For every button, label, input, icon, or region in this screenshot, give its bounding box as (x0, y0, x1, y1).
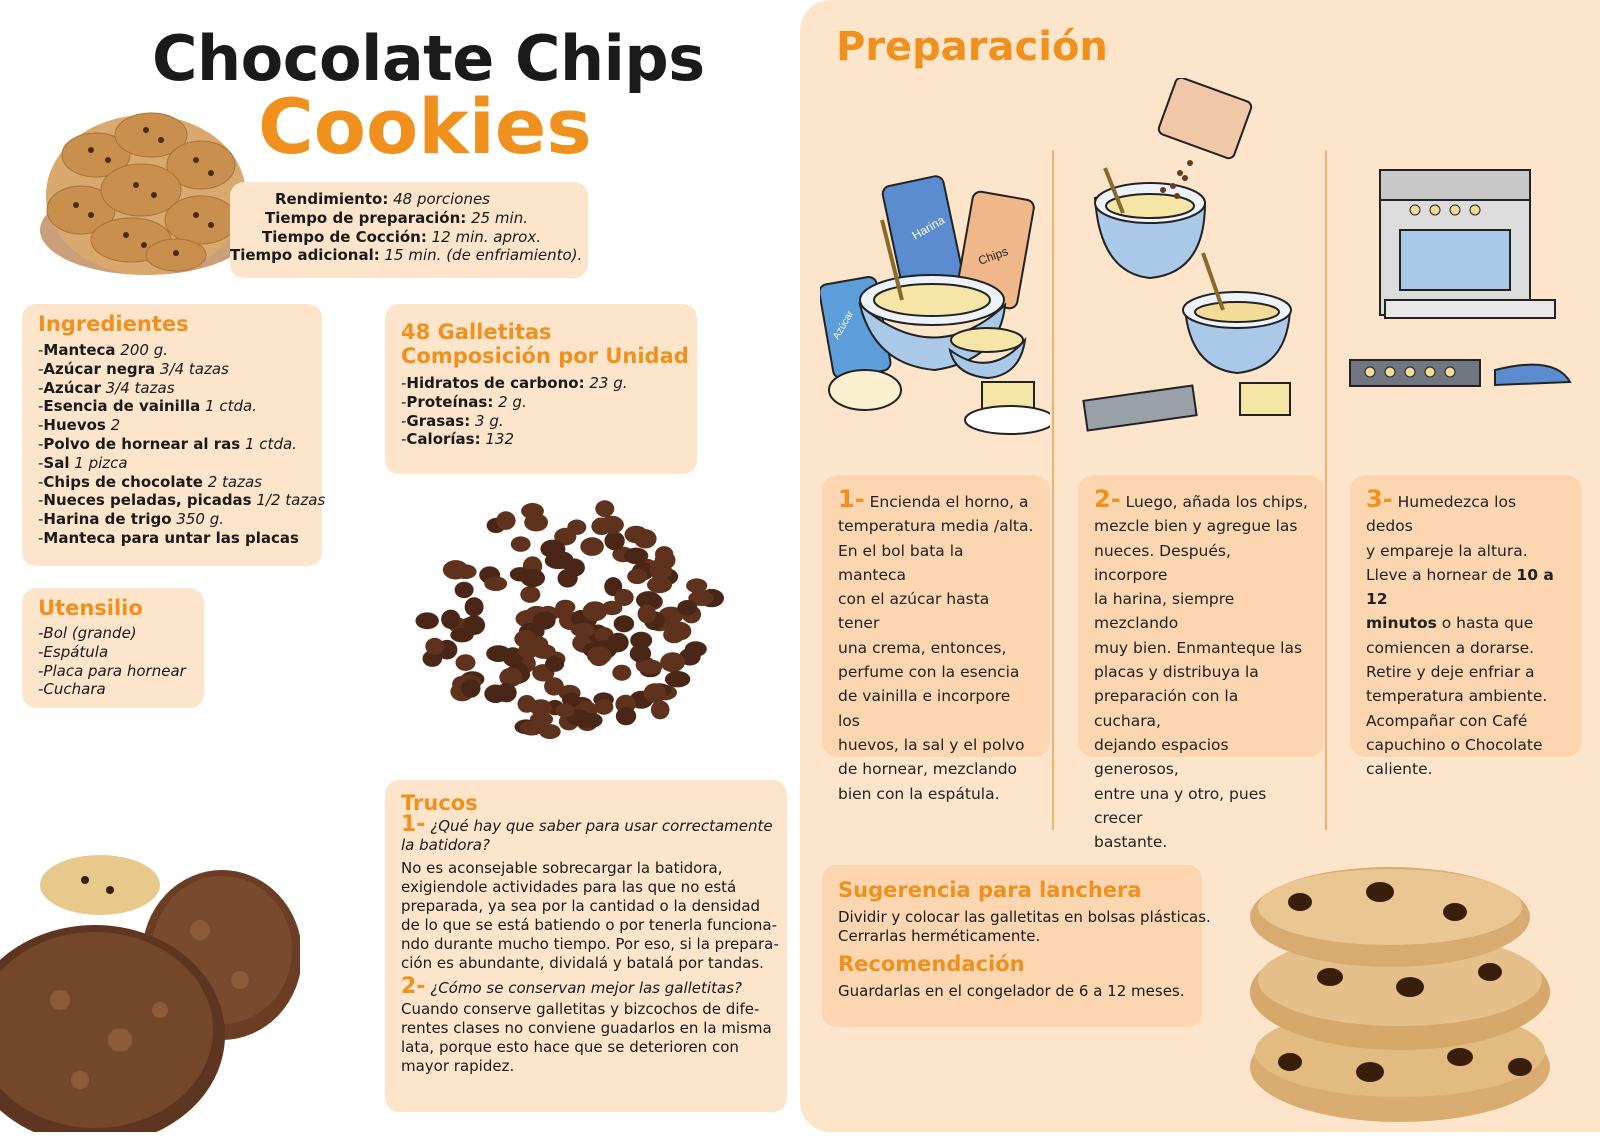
ingredientes-section (38, 312, 325, 548)
chocolate-chip (614, 615, 635, 632)
chocolate-chip (612, 665, 631, 681)
mixing-bowl-illustration (820, 160, 1050, 450)
chocolate-chip (660, 652, 685, 672)
oven-illustration (1345, 160, 1585, 410)
chocolate-chip (554, 604, 572, 619)
chocolate-chip (663, 626, 685, 643)
stacked-cookies-image (1240, 862, 1570, 1124)
chocolate-chip (461, 679, 480, 698)
chocolate-chip (465, 597, 484, 616)
azucar-label: Azúcar (831, 309, 857, 342)
chocolate-chip (555, 703, 574, 717)
step-1 (822, 475, 1050, 803)
chocolate-chip (545, 656, 564, 672)
ingrediente-item: -Polvo de hornear al ras 1 ctda. (38, 434, 297, 453)
trucos-a1-line: de lo que se está batiendo o por tenerla funciona- (401, 916, 778, 934)
chocolate-chip (644, 683, 667, 703)
chocolate-chip (685, 641, 707, 656)
chocolate-chip (484, 576, 507, 591)
preparacion-heading: Preparación (836, 24, 1108, 70)
chocolate-chip (580, 537, 604, 556)
trucos-q2: 2- ¿Cómo se conservan mejor las galletitas? (401, 974, 742, 999)
chocolate-chip (524, 513, 548, 531)
composicion-section (401, 320, 689, 449)
sugerencia-line: Dividir y colocar las galletitas en bolsas plásticas. (838, 908, 1211, 926)
info-tiempo-coccion: Tiempo de Cocción: 12 min. aprox. (262, 227, 541, 246)
ingrediente-item: -Manteca para untar las placas (38, 528, 299, 547)
chocolate-chip (614, 589, 633, 606)
step-2 (1078, 475, 1324, 852)
chocolate-chip (625, 526, 648, 544)
chocolate-chip (600, 516, 624, 534)
list-item: -Bol (grande) (38, 624, 137, 642)
harina-label: Harina (909, 212, 948, 243)
chocolate-chip (545, 552, 571, 569)
chocolate-chip (677, 600, 697, 615)
list-item: -Placa para hornear (38, 661, 186, 680)
trucos-q1: 1- ¿Qué hay que saber para usar correctamente (401, 812, 773, 837)
utensilio-section (38, 596, 186, 699)
chocolate-chip (443, 560, 469, 579)
sugerencia-section (838, 878, 1211, 1000)
info-tiempo-preparacion: Tiempo de preparación: 25 min. (265, 208, 528, 227)
divider-2 (1325, 150, 1327, 830)
chocolate-chip (651, 700, 670, 719)
chocolate-chip (425, 638, 444, 655)
composicion-item: -Hidratos de carbono: 23 g. (401, 374, 628, 392)
ingrediente-item: -Harina de trigo 350 g. (38, 510, 225, 529)
composicion-heading2: Composición por Unidad (401, 344, 689, 368)
trucos-a2-line: lata, porque esto hace que se deterioren con (401, 1038, 739, 1056)
step-3-text: 3- Humedezca los dedos y empareje la altura. Lleve a hornear de 10 a 12 minutos o hasta que comiencen a dorarse. Retire y deje enfriar a temperatura ambiente. Acompañar con Café capuchino o Chocolate caliente. (1366, 485, 1554, 779)
chocolate-chip (630, 632, 652, 649)
composicion-item: -Grasas: 3 g. (401, 411, 504, 430)
chocolate-chip (455, 582, 474, 598)
ingrediente-item: -Nueces peladas, picadas 1/2 tazas (38, 491, 326, 510)
chocolate-chip (595, 500, 614, 517)
ingrediente-item: -Sal 1 pizca (38, 453, 128, 472)
trucos-a1-line: ndo durante mucho tiempo. Por eso, si la prepara- (401, 935, 779, 953)
list-item: -Espátula (38, 642, 109, 661)
info-rendimiento: Rendimiento: 48 porciones (274, 190, 490, 208)
trucos-a1-line: preparada, ya sea por la cantidad o la densidad (401, 897, 761, 915)
ingrediente-item: -Huevos 2 (38, 416, 121, 435)
chocolate-chip (514, 630, 537, 648)
chocolate-chip (456, 654, 476, 671)
step-1-text: 1- Encienda el horno, a temperatura media /alta. En el bol bata la manteca con el azúcar hasta tener una crema, entonces, perfume con la esencia de vainilla e incorpore los huevos, la sal y el polvo de hornear, mezclando bien con la espátula. (838, 485, 1034, 803)
chocolate-chip (521, 569, 545, 587)
chocolate-chip (539, 724, 561, 739)
chocolate-chip (463, 615, 485, 635)
trucos-q1-cont: la batidora? (401, 836, 490, 854)
trucos-a1-line: No es aconsejable sobrecargar la batidora, (401, 859, 723, 877)
info-tiempo-adicional: Tiempo adicional: 15 min. (de enfriamiento). (230, 246, 583, 265)
list-item: -Cuchara (38, 680, 106, 699)
chocolate-chip (639, 660, 663, 674)
chocolate-chip (650, 561, 672, 580)
chocolate-chips-image (385, 480, 745, 770)
sugerencia-line: Cerrarlas herméticamente. (838, 926, 1041, 945)
divider-1 (1052, 150, 1054, 830)
chocolate-chip (616, 707, 636, 725)
pouring-chips-illustration (1075, 78, 1325, 448)
chocolate-chip (511, 536, 531, 551)
chocolate-chip (441, 610, 460, 629)
ingrediente-item: -Azúcar negra 3/4 tazas (38, 359, 229, 378)
title-line1: Chocolate Chips (152, 22, 705, 95)
chocolate-chip (496, 511, 515, 530)
chocolate-chip (520, 586, 540, 603)
chocolate-chip (638, 605, 656, 624)
trucos-a2-line: mayor rapidez. (401, 1057, 515, 1075)
composicion-heading1: 48 Galletitas (401, 320, 552, 344)
utensilio-heading: Utensilio (38, 596, 143, 620)
sugerencia-heading: Sugerencia para lanchera (838, 878, 1142, 902)
recomendacion-text: Guardarlas en el congelador de 6 a 12 meses. (838, 981, 1185, 1000)
ingrediente-item: -Esencia de vainilla 1 ctda. (38, 397, 257, 416)
double-chocolate-cookies-image (0, 830, 300, 1132)
chocolate-chip (530, 699, 552, 716)
chocolate-chip (604, 532, 624, 551)
trucos-section (401, 791, 781, 1076)
step-2-text: 2- Luego, añada los chips, mezcle bien y agregue las nueces. Después, incorpore la harina, siempre mezclando muy bien. Enmanteque las placas y distribuya la preparación con la cuchara, dejando espacios generosos, entre una y otro, pues crecer bastante. (1094, 485, 1308, 852)
chips-label: Chips (976, 244, 1010, 268)
title-line2: Cookies (258, 82, 592, 171)
chocolate-chip (594, 699, 613, 715)
chocolate-chip (627, 569, 647, 584)
step-3 (1350, 475, 1582, 779)
ingrediente-item: -Manteca 200 g. (38, 341, 168, 359)
info-lines (230, 190, 586, 265)
chocolate-chip (587, 647, 612, 665)
recomendacion-heading: Recomendación (838, 951, 1025, 976)
cookie-plate-image (36, 95, 256, 280)
trucos-a2-line: Cuando conserve galletitas y bizcochos de dife- (401, 1000, 760, 1018)
ingredientes-heading: Ingredientes (38, 312, 189, 336)
trucos-a1-line: ción es abundante, dividalá y batalá por tandas. (401, 954, 764, 972)
chocolate-chip (624, 548, 648, 565)
ingrediente-item: -Azúcar 3/4 tazas (38, 378, 175, 397)
chocolate-chip (533, 612, 556, 630)
chocolate-chip (571, 623, 595, 637)
ingrediente-item: -Chips de chocolate 2 tazas (38, 472, 262, 491)
trucos-heading: Trucos (401, 791, 478, 815)
ingredientes-list (38, 341, 325, 548)
composicion-item: -Calorías: 132 (401, 430, 515, 449)
trucos-a1-line: exigiendole actividades para las que no está (401, 878, 737, 896)
composicion-item: -Proteínas: 2 g. (401, 392, 527, 411)
chocolate-chip (583, 601, 608, 621)
trucos-a2-line: rentes clases no conviene guadarlos en la misma (401, 1019, 772, 1037)
chocolate-chip (665, 671, 690, 687)
chocolate-chip (416, 612, 439, 629)
chocolate-chip (496, 683, 517, 702)
